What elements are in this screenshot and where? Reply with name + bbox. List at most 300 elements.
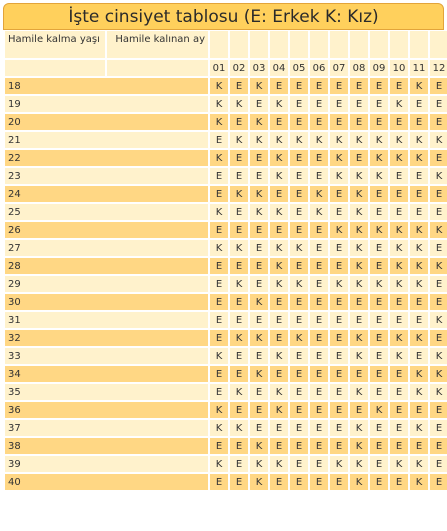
gender-cell: E	[210, 312, 228, 328]
gender-cell: K	[370, 132, 388, 148]
gender-cell: E	[370, 186, 388, 202]
gender-cell: K	[250, 114, 268, 130]
gender-cell: K	[230, 276, 248, 292]
gender-cell: E	[290, 186, 308, 202]
gender-cell: E	[230, 474, 248, 490]
age-cell: 21	[5, 132, 208, 148]
gender-cell: E	[310, 276, 328, 292]
month-header-cell: 03	[250, 60, 268, 76]
gender-cell: K	[230, 96, 248, 112]
gender-cell: E	[350, 150, 368, 166]
month-header-cell: 08	[350, 60, 368, 76]
gender-cell: E	[270, 78, 288, 94]
month-header-cell: 09	[370, 60, 388, 76]
gender-cell: E	[370, 348, 388, 364]
month-header-row	[5, 60, 447, 76]
age-cell: 25	[5, 204, 208, 220]
gender-cell: E	[310, 330, 328, 346]
gender-cell: E	[210, 474, 228, 490]
table-row	[5, 474, 447, 490]
gender-cell: E	[290, 402, 308, 418]
gender-cell: K	[410, 474, 428, 490]
gender-cell: K	[410, 456, 428, 472]
gender-cell: E	[210, 294, 228, 310]
gender-cell: K	[410, 330, 428, 346]
table-row	[5, 366, 447, 382]
gender-cell: E	[250, 420, 268, 436]
gender-cell: E	[370, 330, 388, 346]
gender-cell: E	[430, 402, 447, 418]
table-row	[5, 222, 447, 238]
gender-cell: K	[270, 240, 288, 256]
gender-cell: K	[250, 474, 268, 490]
gender-cell: K	[230, 132, 248, 148]
gender-cell: E	[430, 276, 447, 292]
age-cell: 19	[5, 96, 208, 112]
gender-cell: E	[310, 96, 328, 112]
gender-cell: E	[410, 438, 428, 454]
gender-cell: E	[410, 294, 428, 310]
gender-cell: E	[290, 312, 308, 328]
gender-cell: E	[390, 474, 408, 490]
gender-cell: E	[290, 168, 308, 184]
gender-cell: K	[350, 348, 368, 364]
gender-cell: K	[270, 168, 288, 184]
gender-cell: E	[390, 312, 408, 328]
age-cell: 32	[5, 330, 208, 346]
gender-cell: K	[350, 438, 368, 454]
age-cell: 39	[5, 456, 208, 472]
gender-cell: K	[250, 456, 268, 472]
gender-cell: E	[390, 168, 408, 184]
gender-cell: K	[230, 384, 248, 400]
gender-cell: K	[410, 150, 428, 166]
gender-cell: K	[430, 384, 447, 400]
gender-cell: E	[430, 78, 447, 94]
age-cell: 40	[5, 474, 208, 490]
gender-cell: K	[210, 204, 228, 220]
age-column-header: Hamile kalma yaşı	[5, 31, 105, 58]
gender-cell: K	[410, 258, 428, 274]
gender-cell: E	[230, 438, 248, 454]
gender-cell: E	[370, 438, 388, 454]
gender-cell: K	[350, 456, 368, 472]
gender-cell: K	[350, 474, 368, 490]
gender-cell: E	[370, 204, 388, 220]
gender-cell: E	[290, 150, 308, 166]
gender-cell: K	[250, 330, 268, 346]
gender-cell: K	[250, 132, 268, 148]
gender-cell: K	[350, 168, 368, 184]
gender-cell: E	[310, 150, 328, 166]
gender-cell: E	[310, 222, 328, 238]
gender-cell: E	[390, 114, 408, 130]
gender-cell: E	[330, 258, 348, 274]
gender-cell: E	[290, 420, 308, 436]
gender-cell: K	[390, 96, 408, 112]
gender-cell: E	[430, 294, 447, 310]
gender-cell: K	[410, 240, 428, 256]
gender-cell: K	[310, 204, 328, 220]
gender-cell: K	[390, 456, 408, 472]
gender-cell: E	[330, 240, 348, 256]
gender-cell: E	[330, 420, 348, 436]
gender-cell: E	[230, 150, 248, 166]
gender-cell: K	[430, 132, 447, 148]
gender-cell: E	[370, 366, 388, 382]
gender-cell: E	[290, 348, 308, 364]
gender-cell: K	[370, 168, 388, 184]
gender-cell: E	[290, 78, 308, 94]
age-cell: 34	[5, 366, 208, 382]
gender-cell: E	[390, 402, 408, 418]
gender-cell: E	[210, 438, 228, 454]
age-cell: 23	[5, 168, 208, 184]
gender-cell: K	[270, 348, 288, 364]
age-cell: 30	[5, 294, 208, 310]
gender-cell: E	[330, 348, 348, 364]
gender-cell: K	[290, 330, 308, 346]
gender-cell: E	[270, 366, 288, 382]
gender-cell: E	[250, 402, 268, 418]
gender-cell: E	[290, 222, 308, 238]
table-row	[5, 240, 447, 256]
gender-cell: E	[310, 240, 328, 256]
gender-cell: E	[390, 420, 408, 436]
gender-cell: K	[350, 420, 368, 436]
age-cell: 38	[5, 438, 208, 454]
gender-cell: K	[230, 186, 248, 202]
gender-cell: K	[250, 438, 268, 454]
gender-cell: K	[210, 420, 228, 436]
gender-cell: E	[410, 204, 428, 220]
gender-cell: E	[350, 366, 368, 382]
gender-cell: E	[250, 312, 268, 328]
gender-cell: E	[310, 114, 328, 130]
gender-cell: E	[290, 474, 308, 490]
gender-cell: E	[330, 294, 348, 310]
gender-cell: E	[230, 366, 248, 382]
gender-cell: K	[390, 258, 408, 274]
gender-cell: E	[310, 348, 328, 364]
gender-cell: E	[270, 114, 288, 130]
gender-cell: E	[210, 276, 228, 292]
gender-cell: E	[270, 420, 288, 436]
gender-cell: E	[330, 402, 348, 418]
age-cell: 35	[5, 384, 208, 400]
gender-cell: K	[350, 132, 368, 148]
table-row	[5, 96, 447, 112]
gender-cell: E	[270, 330, 288, 346]
gender-cell: K	[210, 78, 228, 94]
gender-cell: E	[270, 186, 288, 202]
gender-cell: K	[410, 366, 428, 382]
gender-cell: E	[290, 366, 308, 382]
age-cell: 24	[5, 186, 208, 202]
gender-cell: E	[330, 78, 348, 94]
gender-cell: E	[370, 420, 388, 436]
gender-cell: E	[250, 348, 268, 364]
gender-cell: E	[210, 186, 228, 202]
gender-cell: E	[230, 294, 248, 310]
age-cell: 20	[5, 114, 208, 130]
gender-cell: E	[230, 402, 248, 418]
gender-cell: E	[230, 78, 248, 94]
gender-cell: E	[330, 114, 348, 130]
gender-cell: E	[310, 312, 328, 328]
gender-cell: E	[310, 294, 328, 310]
gender-cell: K	[270, 204, 288, 220]
gender-cell: E	[370, 78, 388, 94]
gender-cell: E	[430, 240, 447, 256]
gender-cell: E	[430, 204, 447, 220]
gender-cell: E	[230, 348, 248, 364]
gender-cell: E	[290, 456, 308, 472]
gender-cell: E	[310, 402, 328, 418]
gender-cell: E	[330, 474, 348, 490]
gender-cell: K	[330, 276, 348, 292]
month-header-cell: 02	[230, 60, 248, 76]
gender-cell: K	[410, 132, 428, 148]
gender-cell: E	[430, 420, 447, 436]
gender-cell: K	[430, 312, 447, 328]
age-cell: 37	[5, 420, 208, 436]
gender-cell: K	[350, 276, 368, 292]
gender-cell: K	[330, 132, 348, 148]
gender-cell: E	[370, 474, 388, 490]
gender-cell: K	[270, 384, 288, 400]
gender-cell: K	[390, 132, 408, 148]
gender-cell: E	[310, 384, 328, 400]
gender-cell: E	[330, 366, 348, 382]
month-header-cell: 07	[330, 60, 348, 76]
table-row	[5, 186, 447, 202]
table-row	[5, 114, 447, 130]
gender-cell: E	[430, 96, 447, 112]
gender-cell: E	[270, 294, 288, 310]
table-row	[5, 438, 447, 454]
gender-cell: E	[410, 312, 428, 328]
gender-cell: E	[250, 258, 268, 274]
gender-cell: K	[410, 78, 428, 94]
gender-cell: E	[370, 240, 388, 256]
gender-cell: E	[250, 222, 268, 238]
gender-cell: E	[210, 222, 228, 238]
gender-cell: E	[430, 150, 447, 166]
gender-cell: E	[390, 366, 408, 382]
gender-cell: K	[270, 132, 288, 148]
gender-cell: E	[410, 348, 428, 364]
page-title: İşte cinsiyet tablosu (E: Erkek K: Kız)	[3, 3, 444, 30]
gender-cell: K	[290, 132, 308, 148]
gender-cell: K	[370, 222, 388, 238]
gender-cell: E	[350, 312, 368, 328]
gender-cell: K	[410, 420, 428, 436]
gender-cell: E	[390, 78, 408, 94]
gender-cell: K	[350, 222, 368, 238]
gender-cell: E	[330, 330, 348, 346]
gender-cell: K	[410, 222, 428, 238]
gender-cell: K	[270, 258, 288, 274]
table-row	[5, 258, 447, 274]
gender-cell: E	[270, 222, 288, 238]
age-cell: 26	[5, 222, 208, 238]
gender-cell: E	[310, 420, 328, 436]
gender-cell: E	[370, 258, 388, 274]
gender-cell: K	[350, 240, 368, 256]
gender-cell: E	[410, 186, 428, 202]
table-row	[5, 420, 447, 436]
table-row	[5, 294, 447, 310]
gender-cell: E	[210, 366, 228, 382]
gender-cell: K	[290, 240, 308, 256]
gender-cell: K	[250, 186, 268, 202]
gender-cell: K	[350, 384, 368, 400]
gender-cell: K	[430, 258, 447, 274]
gender-cell: E	[350, 78, 368, 94]
gender-table	[3, 29, 447, 492]
gender-cell: E	[390, 186, 408, 202]
gender-cell: E	[410, 96, 428, 112]
month-header-cell: 10	[390, 60, 408, 76]
gender-cell: E	[270, 312, 288, 328]
gender-cell: K	[310, 186, 328, 202]
gender-cell: E	[350, 294, 368, 310]
gender-cell: E	[290, 258, 308, 274]
gender-cell: E	[230, 114, 248, 130]
gender-cell: E	[250, 150, 268, 166]
gender-cell: K	[430, 222, 447, 238]
gender-cell: K	[250, 294, 268, 310]
gender-cell: K	[390, 222, 408, 238]
gender-cell: E	[230, 168, 248, 184]
gender-cell: E	[370, 384, 388, 400]
gender-cell: E	[350, 114, 368, 130]
gender-cell: K	[330, 456, 348, 472]
gender-cell: K	[250, 366, 268, 382]
gender-cell: K	[330, 168, 348, 184]
gender-cell: E	[230, 258, 248, 274]
gender-cell: E	[350, 96, 368, 112]
gender-cell: K	[350, 330, 368, 346]
gender-cell: E	[370, 312, 388, 328]
gender-cell: E	[310, 258, 328, 274]
gender-cell: E	[290, 384, 308, 400]
gender-cell: E	[210, 384, 228, 400]
gender-cell: K	[290, 276, 308, 292]
gender-cell: K	[210, 348, 228, 364]
gender-cell: E	[410, 402, 428, 418]
gender-cell: K	[370, 150, 388, 166]
gender-cell: E	[290, 96, 308, 112]
gender-cell: K	[390, 240, 408, 256]
gender-cell: K	[350, 258, 368, 274]
gender-cell: K	[350, 186, 368, 202]
gender-cell: E	[390, 438, 408, 454]
month-header-cell: 06	[310, 60, 328, 76]
gender-cell: E	[430, 456, 447, 472]
age-cell: 29	[5, 276, 208, 292]
gender-cell: K	[230, 420, 248, 436]
gender-cell: K	[390, 150, 408, 166]
gender-cell: E	[330, 438, 348, 454]
gender-cell: E	[310, 366, 328, 382]
gender-cell: E	[290, 438, 308, 454]
gender-cell: K	[310, 132, 328, 148]
gender-cell: E	[230, 222, 248, 238]
gender-cell: E	[330, 384, 348, 400]
gender-cell: E	[210, 258, 228, 274]
gender-cell: E	[310, 438, 328, 454]
gender-cell: K	[390, 348, 408, 364]
gender-cell: E	[310, 474, 328, 490]
gender-cell: K	[390, 276, 408, 292]
age-cell: 28	[5, 258, 208, 274]
gender-cell: E	[290, 294, 308, 310]
table-row	[5, 204, 447, 220]
gender-cell: E	[390, 294, 408, 310]
gender-cell: K	[430, 366, 447, 382]
gender-cell: K	[230, 240, 248, 256]
gender-cell: E	[330, 96, 348, 112]
gender-cell: E	[310, 78, 328, 94]
gender-cell: E	[250, 96, 268, 112]
table-row	[5, 78, 447, 94]
gender-cell: K	[330, 222, 348, 238]
gender-cell: E	[370, 456, 388, 472]
gender-cell: K	[410, 384, 428, 400]
month-header-cell: 01	[210, 60, 228, 76]
gender-cell: E	[230, 456, 248, 472]
gender-cell: E	[250, 276, 268, 292]
gender-cell: E	[270, 438, 288, 454]
gender-cell: E	[330, 186, 348, 202]
gender-cell: K	[270, 150, 288, 166]
month-header-cell: 04	[270, 60, 288, 76]
gender-cell: K	[430, 168, 447, 184]
gender-cell: E	[410, 168, 428, 184]
table-row	[5, 330, 447, 346]
gender-cell: E	[430, 114, 447, 130]
gender-cell: E	[210, 132, 228, 148]
month-header-cell: 05	[290, 60, 308, 76]
gender-cell: K	[210, 150, 228, 166]
age-cell: 27	[5, 240, 208, 256]
gender-cell: E	[350, 402, 368, 418]
gender-cell: K	[370, 402, 388, 418]
month-header-cell: 12	[430, 60, 447, 76]
table-row	[5, 384, 447, 400]
table-row	[5, 150, 447, 166]
gender-cell: E	[250, 240, 268, 256]
gender-cell: K	[210, 114, 228, 130]
gender-cell: K	[330, 150, 348, 166]
gender-cell: K	[390, 330, 408, 346]
gender-cell: K	[410, 276, 428, 292]
age-cell: 36	[5, 402, 208, 418]
gender-cell: K	[210, 96, 228, 112]
gender-cell: E	[330, 312, 348, 328]
gender-cell: E	[430, 438, 447, 454]
gender-table-panel	[3, 3, 444, 492]
table-row	[5, 276, 447, 292]
gender-cell: K	[430, 348, 447, 364]
gender-cell: E	[370, 114, 388, 130]
table-row	[5, 456, 447, 472]
gender-cell: K	[270, 276, 288, 292]
gender-cell: E	[270, 474, 288, 490]
table-row	[5, 402, 447, 418]
